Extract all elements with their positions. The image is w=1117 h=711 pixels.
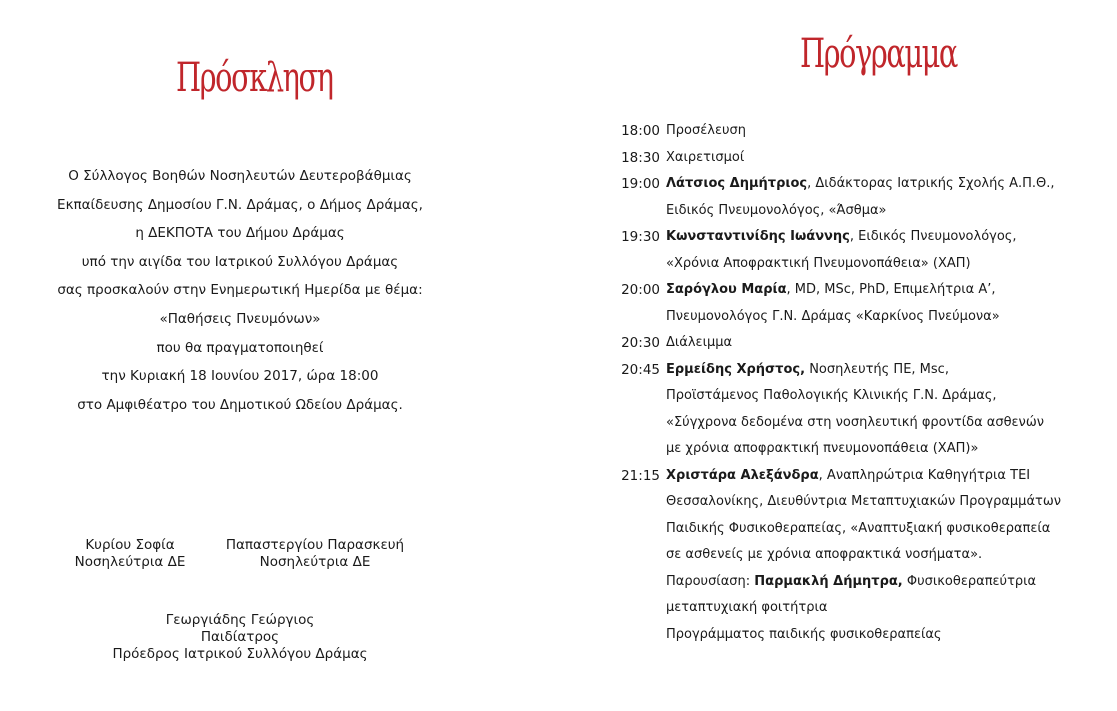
program-line	[612, 145, 1082, 172]
program-entry	[612, 463, 1082, 649]
line-text: Προγράμματος παιδικής φυσικοθεραπείας	[666, 626, 942, 642]
program-line	[612, 463, 1082, 490]
program-entry	[612, 145, 1082, 172]
invitation-line: υπό την αιγίδα του Ιατρικού Συλλόγου Δράμας	[81, 253, 399, 270]
program-line	[612, 622, 1082, 649]
program-line	[612, 383, 1082, 410]
signature-block	[60, 537, 200, 571]
invitation-text	[30, 166, 450, 423]
program-line	[612, 224, 1082, 251]
line-text: Πνευμονολόγος Γ.Ν. Δράμας «Καρκίνος Πνεύμονα»	[666, 308, 1000, 324]
invitation-line: που θα πραγματοποιηθεί	[156, 339, 324, 356]
program-time: 19:30	[621, 229, 660, 245]
line-text: «Σύγχρονα δεδομένα στη νοσηλευτική φροντίδα ασθενών	[666, 414, 1044, 430]
program-time: 18:30	[621, 149, 660, 166]
speaker-name: Σαρόγλου Μαρία	[666, 282, 787, 297]
line-text: Φυσικοθεραπεύτρια	[902, 573, 1037, 589]
line-text: Νοσηλευτής ΠΕ, Msc,	[805, 361, 949, 377]
program-time: 20:30	[621, 335, 660, 351]
program-list	[612, 118, 1082, 648]
speaker-name: Ερμείδης Χρήστος,	[666, 361, 806, 377]
program-line	[612, 410, 1082, 437]
line-text: σε ασθενείς με χρόνια αποφρακτικά νοσήματα».	[666, 547, 983, 562]
program-line	[612, 542, 1082, 569]
speaker-name: Κωνσταντινίδης Ιωάννης	[666, 229, 850, 244]
line-text: , Ειδικός Πνευμονολόγος,	[849, 229, 1017, 244]
invitation-title: Πρόσκληση	[176, 55, 333, 101]
signature-block	[210, 537, 420, 571]
speaker-name: Χριστάρα Αλεξάνδρα	[666, 467, 819, 483]
program-line	[612, 198, 1082, 225]
line-text: , MD, MSc, PhD, Επιμελήτρια Α’,	[786, 282, 996, 297]
program-line	[612, 330, 1082, 357]
signatory-name: Κυρίου Σοφία	[85, 537, 175, 553]
line-text: Χαιρετισμοί	[666, 149, 745, 165]
program-time: 20:00	[621, 282, 660, 298]
program-time: 18:00	[621, 123, 660, 139]
program-line	[612, 357, 1082, 384]
signatory-name: Παπαστεργίου Παρασκευή	[225, 537, 405, 553]
program-title: Πρόγραμμα	[800, 31, 957, 77]
program-line	[612, 251, 1082, 278]
program-time: 20:45	[621, 361, 660, 378]
program-line	[612, 516, 1082, 543]
line-prefix: Παρουσίαση:	[666, 573, 755, 589]
invitation-line: στο Αμφιθέατρο του Δημοτικού Ωδείου Δράμας.	[77, 396, 403, 413]
line-text: με χρόνια αποφρακτική πνευμονοπάθεια (ΧΑΠ)»	[666, 441, 979, 456]
program-line	[612, 436, 1082, 463]
line-text: , Αναπληρώτρια Καθηγήτρια ΤΕΙ	[818, 467, 1031, 483]
signatory-role: Νοσηλεύτρια ΔΕ	[74, 554, 186, 570]
line-text: Θεσσαλονίκης, Διευθύντρια Μεταπτυχιακών Προγραμμάτων	[666, 494, 1061, 509]
signature-block	[80, 612, 400, 663]
program-entry	[612, 171, 1082, 224]
signatory-role: Παιδίατρος	[200, 629, 280, 645]
speaker-name: Λάτσιος Δημήτριος	[666, 176, 808, 191]
line-text: Παιδικής Φυσικοθεραπείας, «Αναπτυξιακή φυσικοθεραπεία	[666, 520, 1051, 536]
program-entry	[612, 277, 1082, 330]
program-entry	[612, 118, 1082, 145]
invitation-line: Εκπαίδευσης Δημοσίου Γ.Ν. Δράμας, ο Δήμος Δράμας,	[57, 196, 423, 213]
line-text: , Διδάκτορας Ιατρικής Σχολής Α.Π.Θ.,	[807, 176, 1055, 191]
program-line	[612, 489, 1082, 516]
program-line	[612, 569, 1082, 596]
invitation-line: σας προσκαλούν στην Ενημερωτική Ημερίδα με θέμα:	[57, 282, 423, 299]
signatory-role: Νοσηλεύτρια ΔΕ	[259, 554, 371, 570]
invitation-line: την Κυριακή 18 Ιουνίου 2017, ώρα 18:00	[101, 368, 379, 385]
program-entry	[612, 357, 1082, 463]
signatory-role: Πρόεδρος Ιατρικού Συλλόγου Δράμας	[112, 646, 368, 662]
invitation-line: η ΔΕΚΠΟΤΑ του Δήμου Δράμας	[135, 225, 345, 242]
program-line	[612, 171, 1082, 198]
signatory-name: Γεωργιάδης Γεώργιος	[165, 612, 315, 628]
line-text: Προσέλευση	[666, 123, 746, 138]
line-text: «Χρόνια Αποφρακτική Πνευμονοπάθεια» (ΧΑΠ)	[666, 255, 971, 271]
program-line	[612, 304, 1082, 331]
program-line	[612, 118, 1082, 145]
program-time: 21:15	[621, 467, 660, 484]
invitation-line: «Παθήσεις Πνευμόνων»	[159, 310, 321, 327]
program-time: 19:00	[621, 176, 660, 192]
line-text: Προϊστάμενος Παθολογικής Κλινικής Γ.Ν. Δράμας,	[666, 388, 997, 403]
program-line	[612, 595, 1082, 622]
line-text: Διάλειμμα	[666, 335, 733, 350]
line-text: Ειδικός Πνευμονολόγος, «Άσθμα»	[666, 202, 887, 218]
speaker-name: Παρμακλή Δήμητρα,	[754, 573, 903, 589]
program-entry	[612, 330, 1082, 357]
program-line	[612, 277, 1082, 304]
line-text: μεταπτυχιακή φοιτήτρια	[666, 600, 828, 615]
invitation-line: Ο Σύλλογος Βοηθών Νοσηλευτών Δευτεροβάθμιας	[68, 168, 412, 184]
program-entry	[612, 224, 1082, 277]
